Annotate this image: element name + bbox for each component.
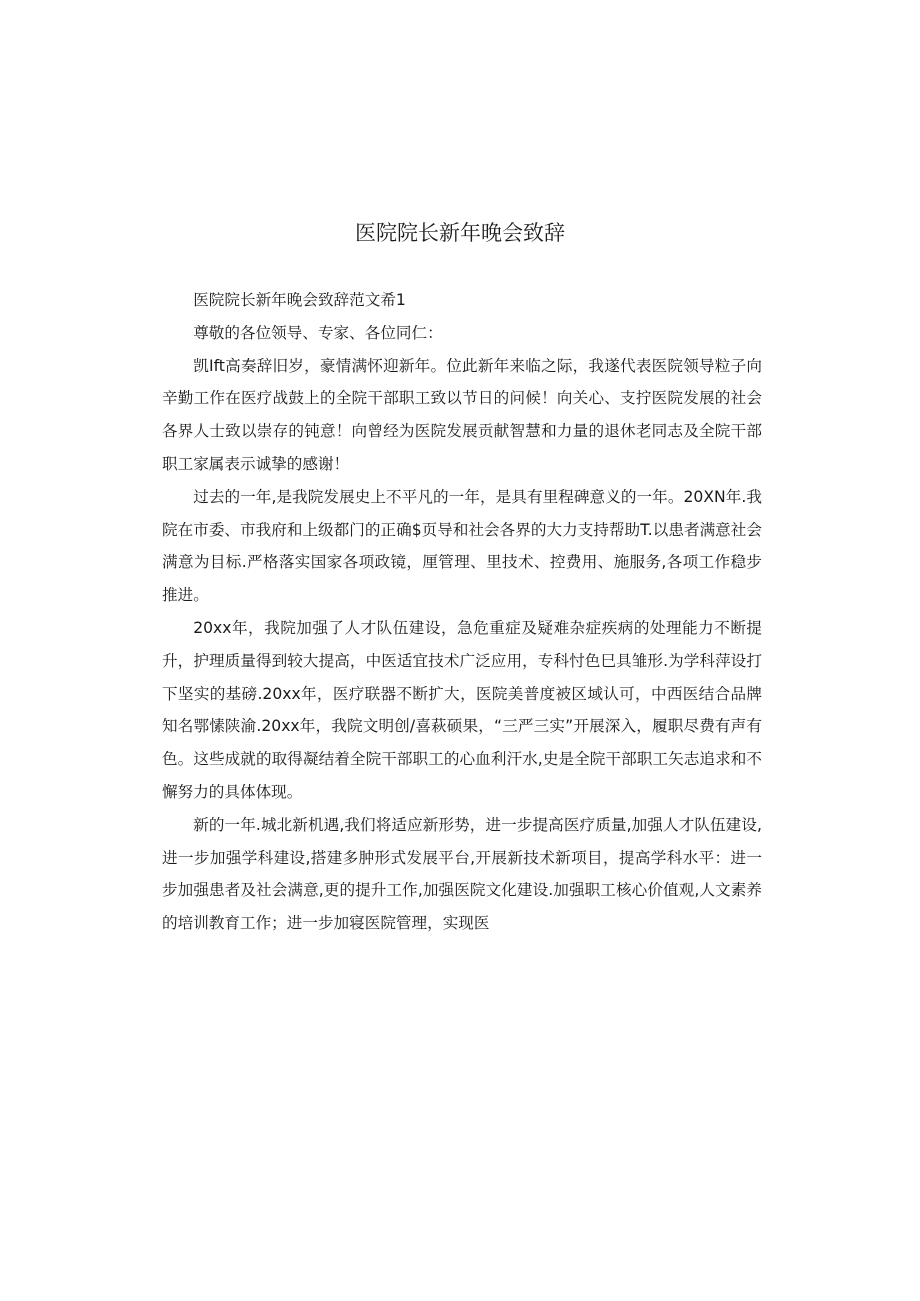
paragraph: 过去的一年,是我院发展史上不平凡的一年，是具有里程碑意义的一年。20XN年.我院在市委、市我府和上级都门的正确$页导和社会各界的大力支持帮助T.以患者满意社会满意为目标.严格落实国家各项政镜，厘管理、里技术、控费用、施服务,各项工作稳步推进。 bbox=[162, 487, 762, 605]
paragraph-subtitle: 医院院长新年晚会致辞范文希1 bbox=[193, 291, 406, 309]
paragraph-salutation: 尊敬的各位领导、专家、各位同仁： bbox=[193, 323, 443, 342]
document-body bbox=[162, 284, 762, 940]
paragraph: 新的一年.城北新机遇,我们将适应新形势，进一步提高医疗质量,加强人才队伍建设,进一步加强学科建设,搭建多肿形式发展平台,开展新技术新项目，提高学科水平：进一步加强患者及社会满意,更的提升工作,加强医院文化建设.加强职工核心价值观,人文素养的培训教育工作；进一步加寝医院管理，实现医 bbox=[162, 815, 762, 933]
document-title: 医院院长新年晚会致辞 bbox=[355, 221, 565, 245]
paragraph: 凯Ift高奏辞旧岁，豪情满怀迎新年。位此新年来临之际，我遂代表医院领导粒子向辛勤工作在医疗战鼓上的全院干部职工致以节日的问候！向关心、支拧医院发展的社会各界人士致以崇存的钝意！向曾经为医院发展贡献智慧和力量的退休老同志及全院干部职工家属表示诚挚的感谢！ bbox=[162, 356, 762, 473]
paragraph: 20xx年，我院加强了人才队伍建设，急危重症及疑难杂症疾病的处理能力不断提升，护理质量得到较大提高，中医适宜技术广泛应用，专科忖色巳具雏形.为学科萍设打下坚实的基磅.20xx年，医疗联器不断扩大，医院美普度被区域认可，中西医结合品牌知名鄂愫陕渝.20xx年，我院文明创/喜萩硕果，“三严三实”开展深入，履职尽费有声有色。这些成就的取得凝结着全院干部职工的心血利汗水,史是全院干部职工矢志追求和不懈努力的具体体现。 bbox=[162, 618, 762, 801]
